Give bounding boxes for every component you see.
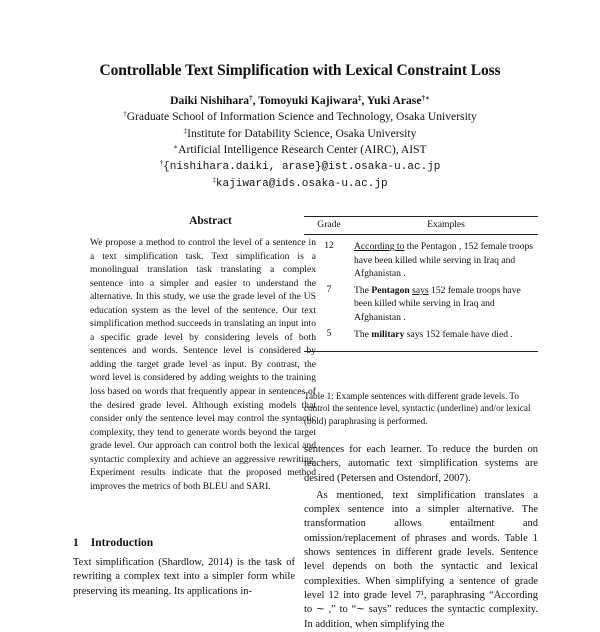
affil-mark: ‡ (183, 126, 188, 135)
abstract-text: We propose a method to control the level of a sentence in a text simplification task. Text simplification is a monolingual translation task translating a complex sentence into a simpler and easier to understand the alternative. In this study, we use the grade level of the US education system as the level of the sentence. Our text simplification method succeeds in translating an input into a specific grade level by considering levels of both sentences and words. Sentence level is considered by adding the target grade level as input. By contrast, the word level is considered by adding weights to the training loss based on words that frequently appear in sentences of the desired grade level. Although existing models that consider only the sentence level may control the syntactic complexity, they tend to generate words beyond the target grade level. Our approach can control both the lexical and syntactic complexity and achieve an aggressive rewriting. Experiment results indicate that the proposed method improves the metrics of both BLEU and SARI. (90, 237, 316, 492)
table-row (304, 328, 538, 352)
right-column-body (304, 443, 538, 632)
underlined-phrase: According to (354, 241, 405, 252)
example-text: 152 female troops have been killed while serving in Iraq and Afghanistan . (354, 284, 521, 323)
bold-word: military (371, 328, 405, 340)
example-cell (354, 235, 538, 284)
email-text: {nishihara.daiki, arase}@ist.osaka-u.ac.jp (163, 161, 441, 174)
table-header-row (304, 217, 538, 235)
table-grid (304, 216, 538, 352)
introduction-body (73, 556, 295, 599)
affil-mark: † (249, 94, 253, 102)
author-arase: Yuki Arase (366, 94, 422, 107)
bold-word: Pentagon (371, 284, 410, 296)
underlined-phrase: says (412, 284, 429, 296)
abstract-heading: Abstract (189, 215, 232, 227)
introduction-text: Text simplification (Shardlow, 2014) is the task of rewriting a complex text into a simpler form while preserving its meaning. Its applications in- (73, 557, 295, 597)
affil-mark: ∗ (173, 142, 179, 151)
author-block (0, 93, 600, 193)
affiliation-text: Institute for Datability Science, Osaka University (187, 126, 417, 140)
example-cell (354, 284, 538, 328)
example-table (304, 216, 538, 352)
email-2 (0, 175, 600, 192)
section-title: Introduction (90, 537, 154, 549)
example-text: the Pentagon , 152 female troops have been killed while serving in Iraq and Afghanistan . (354, 241, 534, 280)
author-names (0, 93, 600, 109)
grade-cell: 5 (304, 328, 354, 352)
paragraph: As mentioned, text simplification translates a complex sentence into a simpler alternative. The transformation allows entailment and omission/replacement of phrases and words. Table 1 shows sentences in different grade levels. Sentence level depends on both the syntactic and lexical complexities. When simplifying a sentence of grade level 12 into grade level 7¹, paraphrasing “According to ∼ ,” to “∼ says” reduces the syntactic complexity. In addition, when simplifying the (304, 489, 538, 630)
separator: , (252, 94, 259, 107)
affil-mark: ‡ (357, 94, 362, 102)
author-nishihara: Daiki Nishihara (170, 94, 250, 107)
example-text: says 152 female have died . (404, 328, 513, 340)
affiliation-text: Graduate School of Information Science and Technology, Osaka University (126, 110, 477, 124)
table-caption: Table 1: Example sentences with different grade levels. To control the sentence level, syntactic (underline) and/or lexical (bold) paraphrasing is performed. (304, 391, 531, 426)
affiliation-1 (0, 109, 600, 125)
paper-title: Controllable Text Simplification with Lexical Constraint Loss (99, 62, 501, 79)
example-text: The (354, 328, 372, 340)
grade-cell: 12 (324, 240, 334, 251)
header-examples: Examples (354, 217, 538, 235)
header-grade: Grade (304, 217, 354, 235)
affil-mark: † (123, 110, 127, 119)
affiliation-3 (0, 142, 600, 158)
table-row (304, 235, 538, 284)
email-1 (0, 158, 600, 175)
table-row (304, 284, 538, 328)
affil-mark: ‡ (212, 176, 216, 185)
paragraph: sentences for each learner. To reduce the burden on teachers, automatic text simplification systems are desired (Petersen and Ostendorf, 2007). (304, 444, 538, 484)
separator: , (361, 94, 367, 107)
email-text: kajiwara@ids.osaka-u.ac.jp (215, 178, 388, 191)
section-heading-introduction (73, 537, 153, 549)
affiliation-text: Artificial Intelligence Research Center (AIRC), AIST (178, 142, 427, 156)
affiliation-2 (0, 126, 600, 142)
grade-cell: 7 (326, 283, 332, 295)
affil-mark: † (159, 159, 164, 168)
example-text: The (354, 284, 372, 296)
abstract-body (90, 236, 316, 493)
section-number: 1 (73, 537, 79, 549)
affil-mark: †∗ (421, 94, 430, 102)
example-cell (354, 328, 538, 352)
author-kajiwara: Tomoyuki Kajiwara (258, 94, 358, 107)
